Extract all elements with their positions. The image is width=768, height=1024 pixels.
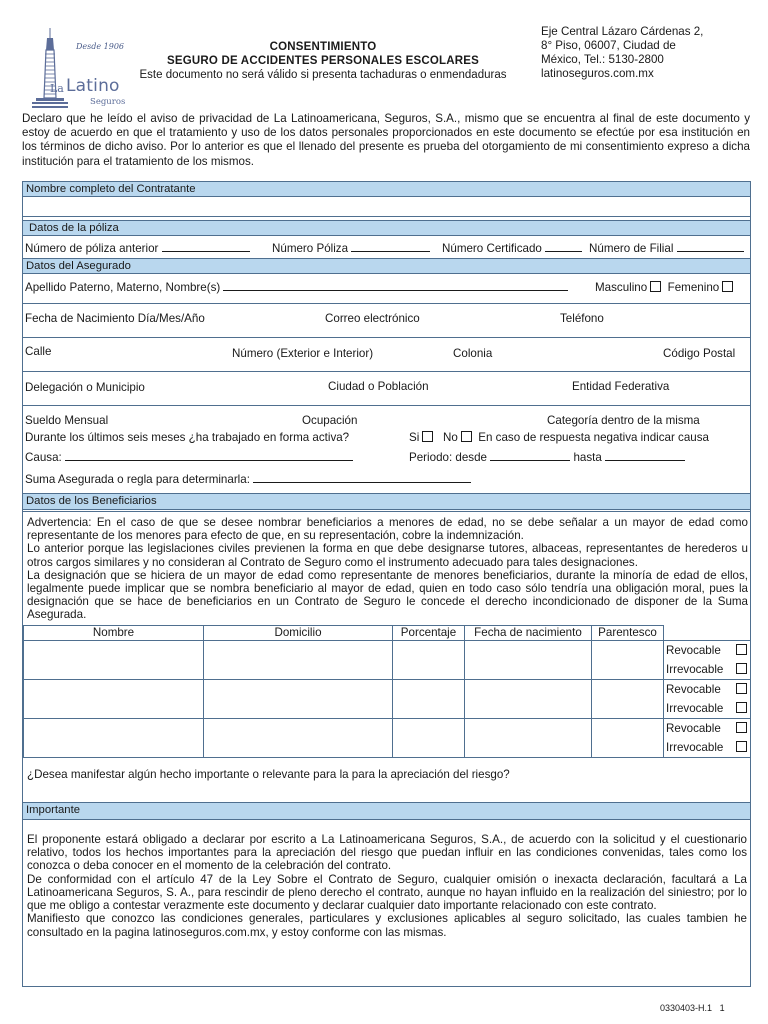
hasta-label: hasta: [573, 451, 602, 464]
poliza-anterior-field[interactable]: [162, 243, 250, 252]
contratante-name-field[interactable]: [22, 197, 751, 217]
beneficiario-fecha-cell[interactable]: [465, 718, 592, 757]
irrevocable-label: Irrevocable: [666, 662, 724, 676]
irrevocable-label: Irrevocable: [666, 701, 724, 715]
periodo-label: Periodo: desde: [409, 451, 487, 464]
beneficiario-parentesco-cell[interactable]: [592, 679, 664, 718]
importante-p1: El proponente estará obligado a declarar por escrito a La Latinoamericana Seguros, S.A., de acuerdo con la solicitud y el cuestionario relativo, todos los hechos importantes para la apreciación del riesgo que puedan influir en las condiciones convenidas, tales como los conozca o deba conocer en el momento de la celebración del contrato.: [27, 832, 747, 873]
consent-form: [22, 181, 751, 987]
beneficiarios-table: [23, 625, 750, 758]
beneficiario-fecha-cell[interactable]: [465, 679, 592, 718]
hecho-importante-question: ¿Desea manifestar algún hecho importante o relevante para la para la apreciación del riesgo?: [27, 767, 510, 781]
numero-ext-label: Número (Exterior e Interior): [232, 347, 374, 360]
numero-certificado-field[interactable]: [545, 243, 582, 252]
fecha-nacimiento-label: Fecha de Nacimiento Día/Mes/Año: [25, 312, 205, 325]
periodo-desde-field[interactable]: [490, 452, 570, 461]
si-label: Si: [409, 431, 420, 444]
col-porcentaje: Porcentaje: [393, 625, 465, 640]
numero-filial-label: Número de Filial: [589, 242, 674, 255]
revocable-checkbox[interactable]: [736, 683, 747, 694]
beneficiario-parentesco-cell[interactable]: [592, 718, 664, 757]
periodo-hasta-field[interactable]: [605, 452, 685, 461]
irrevocable-checkbox[interactable]: [736, 663, 747, 674]
importante-p2: De conformidad con el artículo 47 de la Ley Sobre el Contrato de Seguro, cualquier omisión o inexacta declaración, facultará a La Latinoamericana Seguros, S. A., para rescindir de pleno derecho el contrato, aunque no hayan influido en la realización del siniestro; por lo que me obligo a contestar verazmente este documento y declarar cualquier dato importante relacionado con este contrato.: [27, 872, 747, 913]
ocupacion-label: Ocupación: [302, 414, 358, 427]
col-domicilio: Domicilio: [204, 625, 393, 640]
form-code: 0330403-H.1: [660, 1003, 713, 1013]
no-checkbox[interactable]: [461, 431, 472, 442]
importante-p3: Manifiesto que conozco las condiciones generales, particulares y exclusiones aplicables al seguro solicitado, las cuales tambien he consultado en la pagina latinoseguros.com.mx, y estoy conforme con las mismas.: [27, 912, 747, 939]
beneficiario-nombre-cell[interactable]: [24, 640, 204, 679]
entidad-label: Entidad Federativa: [572, 380, 670, 393]
privacy-declaration: Declaro que he leído el aviso de privacidad de La Latinoamericana, Seguros, S.A., mismo que se encuentra al final de este documento y estoy de acuerdo en que el tratamiento y uso de los datos personales proporcionados en este documento se efectúe por esa institución en los términos de dicho aviso. Por lo anterior es que el llenado del presente es prueba del otorgamiento de mi consentimiento expreso a dicha institución para el tratamiento de los mismos.: [22, 112, 750, 168]
beneficiario-fecha-cell[interactable]: [465, 640, 592, 679]
section-asegurado: Datos del Asegurado: [22, 258, 751, 274]
beneficiario-domicilio-cell[interactable]: [204, 679, 393, 718]
beneficiarios-block: [22, 512, 751, 803]
calle-label: Calle: [25, 345, 52, 358]
suma-asegurada-label: Suma Asegurada o regla para determinarla:: [25, 473, 250, 486]
suma-asegurada-field[interactable]: [253, 474, 471, 483]
masculino-label: Masculino: [595, 281, 648, 294]
address-line: Eje Central Lázaro Cárdenas 2,: [541, 25, 704, 38]
telefono-label: Teléfono: [560, 312, 604, 325]
title-block: [118, 40, 528, 82]
table-row: [24, 640, 751, 679]
col-fecha-nacimiento: Fecha de nacimiento: [465, 625, 592, 640]
causa-label: Causa:: [25, 451, 62, 464]
col-parentesco: Parentesco: [592, 625, 664, 640]
sueldo-label: Sueldo Mensual: [25, 414, 109, 427]
logo-tagline: Desde 1906: [76, 42, 125, 51]
logo-brand: Latino: [66, 76, 120, 96]
col-nombre: Nombre: [24, 625, 204, 640]
document-footer: [660, 1003, 725, 1013]
section-poliza: Datos de la póliza: [22, 220, 751, 236]
beneficiario-porcentaje-cell[interactable]: [393, 718, 465, 757]
apellidos-field[interactable]: [223, 282, 568, 291]
logo-la: La: [50, 82, 64, 95]
table-row: [24, 679, 751, 718]
section-importante: Importante: [22, 803, 751, 820]
beneficiario-nombre-cell[interactable]: [24, 679, 204, 718]
irrevocable-checkbox[interactable]: [736, 741, 747, 752]
numero-poliza-field[interactable]: [351, 243, 430, 252]
revocable-checkbox[interactable]: [736, 722, 747, 733]
beneficiario-nombre-cell[interactable]: [24, 718, 204, 757]
numero-certificado-label: Número Certificado: [442, 242, 542, 255]
codigo-postal-label: Código Postal: [663, 347, 736, 360]
poliza-anterior-label: Número de póliza anterior: [25, 242, 159, 255]
femenino-label: Femenino: [667, 281, 720, 294]
correo-label: Correo electrónico: [325, 312, 420, 325]
address-line: 8° Piso, 06007, Ciudad de: [541, 39, 676, 52]
irrevocable-label: Irrevocable: [666, 740, 724, 754]
section-beneficiarios: Datos de los Beneficiarios: [22, 493, 751, 510]
address-website: latinoseguros.com.mx: [541, 67, 654, 80]
company-address: [541, 25, 741, 81]
asegurado-block: [22, 274, 751, 512]
beneficiario-domicilio-cell[interactable]: [204, 640, 393, 679]
delegacion-label: Delegación o Municipio: [25, 381, 145, 394]
poliza-row: [22, 236, 751, 258]
logo-sub: Seguros: [90, 97, 126, 107]
document-note: Este documento no será válido si presenta tachaduras o enmendaduras: [139, 69, 507, 81]
beneficiario-porcentaje-cell[interactable]: [393, 679, 465, 718]
revocable-label: Revocable: [666, 721, 721, 735]
no-label: No: [442, 431, 458, 444]
beneficiario-parentesco-cell[interactable]: [592, 640, 664, 679]
beneficiario-porcentaje-cell[interactable]: [393, 640, 465, 679]
masculino-checkbox[interactable]: [650, 281, 661, 292]
revocable-label: Revocable: [666, 682, 721, 696]
revocable-checkbox[interactable]: [736, 644, 747, 655]
section-contratante: Nombre completo del Contratante: [22, 181, 751, 197]
hecho-importante-field[interactable]: [27, 758, 748, 802]
trabajo-activo-question: Durante los últimos seis meses ¿ha trabajado en forma activa?: [25, 431, 350, 444]
advertencia-text: Advertencia: En el caso de que se desee nombrar beneficiarios a menores de edad, no se debe señalar a un mayor de edad como representante de los menores para efecto de que, en su representación, cobre la indemnización.: [27, 516, 748, 543]
document-subtitle: SEGURO DE ACCIDENTES PERSONALES ESCOLARES: [167, 55, 479, 67]
causa-field[interactable]: [65, 452, 353, 461]
si-checkbox[interactable]: [422, 431, 433, 442]
legislacion-text: Lo anterior porque las legislaciones civiles previenen la forma en que debe designarse tutores, albaceas, representantes de herederos u otros cargos similares y no consideran al Contrato de Seguro como el instrumento adecuado para tales designaciones.: [27, 542, 748, 569]
numero-poliza-label: Número Póliza: [272, 242, 349, 255]
document-title: CONSENTIMIENTO: [269, 41, 377, 53]
irrevocable-checkbox[interactable]: [736, 702, 747, 713]
ciudad-label: Ciudad o Población: [328, 380, 429, 393]
femenino-checkbox[interactable]: [722, 281, 733, 292]
respuesta-negativa-label: En caso de respuesta negativa indicar causa: [478, 431, 709, 444]
tower-icon: [30, 28, 70, 110]
numero-filial-field[interactable]: [677, 243, 744, 252]
apellidos-label: Apellido Paterno, Materno, Nombre(s): [25, 281, 221, 294]
page-number: 1: [719, 1003, 725, 1013]
table-row: [24, 718, 751, 757]
importante-block: [22, 820, 751, 987]
colonia-label: Colonia: [453, 347, 493, 360]
revocable-label: Revocable: [666, 643, 721, 657]
table-header: [24, 625, 751, 640]
categoria-label: Categoría dentro de la misma: [547, 414, 700, 427]
designacion-text: La designación que se hiciera de un mayor de edad como representante de menores beneficiarios, durante la minoría de edad de ellos, legalmente puede implicar que se nombra beneficiario al mayor de edad, quien en todo caso sólo tendría una obligación moral, pues la designación que se hace de beneficiarios en un Contrato de Seguro le concede el derecho incondicionado de disponer de la Suma Asegurada.: [27, 568, 748, 622]
address-line: México, Tel.: 5130-2800: [541, 53, 664, 66]
beneficiario-domicilio-cell[interactable]: [204, 718, 393, 757]
